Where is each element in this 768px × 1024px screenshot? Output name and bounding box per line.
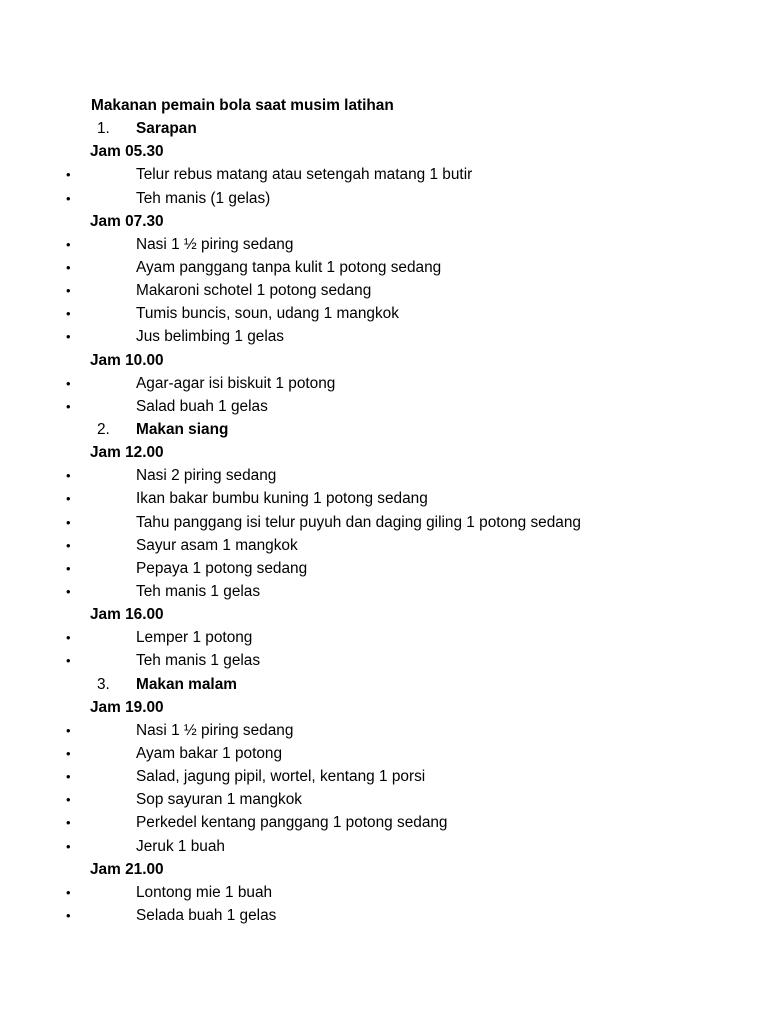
list-item — [0, 626, 768, 649]
bullet-icon: • — [66, 398, 71, 414]
time-heading — [0, 140, 768, 163]
list-item — [0, 557, 768, 580]
time-label: Jam 21.00 — [90, 860, 164, 878]
list-item — [0, 256, 768, 279]
bullet-icon: • — [66, 491, 71, 507]
bullet-icon: • — [66, 838, 71, 854]
list-item — [0, 719, 768, 742]
section-number: 1. — [97, 120, 110, 138]
list-item-text: Salad, jagung pipil, wortel, kentang 1 porsi — [136, 768, 426, 786]
time-heading — [0, 349, 768, 372]
section-label: Makan siang — [136, 420, 229, 438]
list-item-text: Jus belimbing 1 gelas — [136, 328, 285, 346]
list-item — [0, 279, 768, 302]
list-item — [0, 649, 768, 672]
list-item — [0, 163, 768, 186]
list-item-text: Makaroni schotel 1 potong sedang — [136, 282, 372, 300]
list-item-text: Tahu panggang isi telur puyuh dan daging giling 1 potong sedang — [136, 513, 581, 531]
bullet-icon: • — [66, 745, 71, 761]
document-title: Makanan pemain bola saat musim latihan — [91, 97, 394, 114]
section-label: Sarapan — [136, 120, 197, 138]
bullet-icon: • — [66, 583, 71, 599]
list-item-text: Nasi 1 ½ piring sedang — [136, 721, 294, 739]
list-item-text: Tumis buncis, soun, udang 1 mangkok — [136, 305, 399, 323]
list-item-text: Ayam bakar 1 potong — [136, 744, 283, 762]
bullet-icon: • — [66, 190, 71, 206]
document-title-line — [0, 94, 768, 117]
list-item-text: Nasi 2 piring sedang — [136, 467, 277, 485]
bullet-icon: • — [66, 630, 71, 646]
list-item — [0, 233, 768, 256]
time-label: Jam 19.00 — [90, 698, 164, 716]
bullet-icon: • — [66, 306, 71, 322]
list-item — [0, 811, 768, 834]
bullet-icon: • — [66, 514, 71, 530]
list-item-text: Sayur asam 1 mangkok — [136, 536, 298, 554]
section-heading — [0, 673, 768, 696]
time-label: Jam 10.00 — [90, 351, 164, 369]
bullet-icon: • — [66, 236, 71, 252]
list-item — [0, 765, 768, 788]
time-heading — [0, 858, 768, 881]
bullet-icon: • — [66, 283, 71, 299]
bullet-icon: • — [66, 537, 71, 553]
section-number: 2. — [97, 420, 110, 438]
bullet-icon: • — [66, 815, 71, 831]
section-label: Makan malam — [136, 675, 237, 693]
bullet-icon: • — [66, 722, 71, 738]
bullet-icon: • — [66, 560, 71, 576]
list-item-text: Selada buah 1 gelas — [136, 906, 277, 924]
list-item-text: Salad buah 1 gelas — [136, 397, 268, 415]
list-item — [0, 302, 768, 325]
section-heading — [0, 117, 768, 140]
bullet-icon: • — [66, 769, 71, 785]
bullet-icon: • — [66, 884, 71, 900]
list-item — [0, 464, 768, 487]
bullet-icon: • — [66, 375, 71, 391]
section-heading — [0, 418, 768, 441]
bullet-icon: • — [66, 653, 71, 669]
bullet-icon: • — [66, 792, 71, 808]
time-label: Jam 07.30 — [90, 212, 164, 230]
list-item — [0, 487, 768, 510]
bullet-icon: • — [66, 259, 71, 275]
list-item-text: Ayam panggang tanpa kulit 1 potong sedang — [136, 258, 442, 276]
time-heading — [0, 210, 768, 233]
list-item — [0, 372, 768, 395]
list-item-text: Perkedel kentang panggang 1 potong sedang — [136, 814, 448, 832]
list-item — [0, 580, 768, 603]
list-item — [0, 511, 768, 534]
list-item — [0, 835, 768, 858]
list-item — [0, 881, 768, 904]
list-item-text: Teh manis 1 gelas — [136, 582, 261, 600]
list-item — [0, 788, 768, 811]
list-item — [0, 187, 768, 210]
list-item-text: Teh manis 1 gelas — [136, 652, 261, 670]
list-item-text: Jeruk 1 buah — [136, 837, 225, 855]
time-label: Jam 05.30 — [90, 143, 164, 161]
bullet-icon: • — [66, 468, 71, 484]
list-item — [0, 904, 768, 927]
bullet-icon: • — [66, 167, 71, 183]
time-heading — [0, 696, 768, 719]
section-number: 3. — [97, 675, 110, 693]
bullet-icon: • — [66, 907, 71, 923]
list-item-text: Ikan bakar bumbu kuning 1 potong sedang — [136, 490, 428, 508]
time-label: Jam 12.00 — [90, 444, 164, 462]
time-heading — [0, 441, 768, 464]
time-label: Jam 16.00 — [90, 606, 164, 624]
list-item-text: Agar-agar isi biskuit 1 potong — [136, 374, 336, 392]
list-item-text: Sop sayuran 1 mangkok — [136, 791, 302, 809]
list-item — [0, 325, 768, 348]
list-item-text: Nasi 1 ½ piring sedang — [136, 235, 294, 253]
list-item-text: Telur rebus matang atau setengah matang 1 butir — [136, 166, 473, 184]
list-item-text: Pepaya 1 potong sedang — [136, 559, 308, 577]
list-item-text: Lontong mie 1 buah — [136, 883, 273, 901]
list-item — [0, 534, 768, 557]
list-item-text: Lemper 1 potong — [136, 629, 253, 647]
list-item — [0, 742, 768, 765]
time-heading — [0, 603, 768, 626]
bullet-icon: • — [66, 329, 71, 345]
document-body — [0, 94, 768, 927]
list-item — [0, 395, 768, 418]
list-item-text: Teh manis (1 gelas) — [136, 189, 271, 207]
